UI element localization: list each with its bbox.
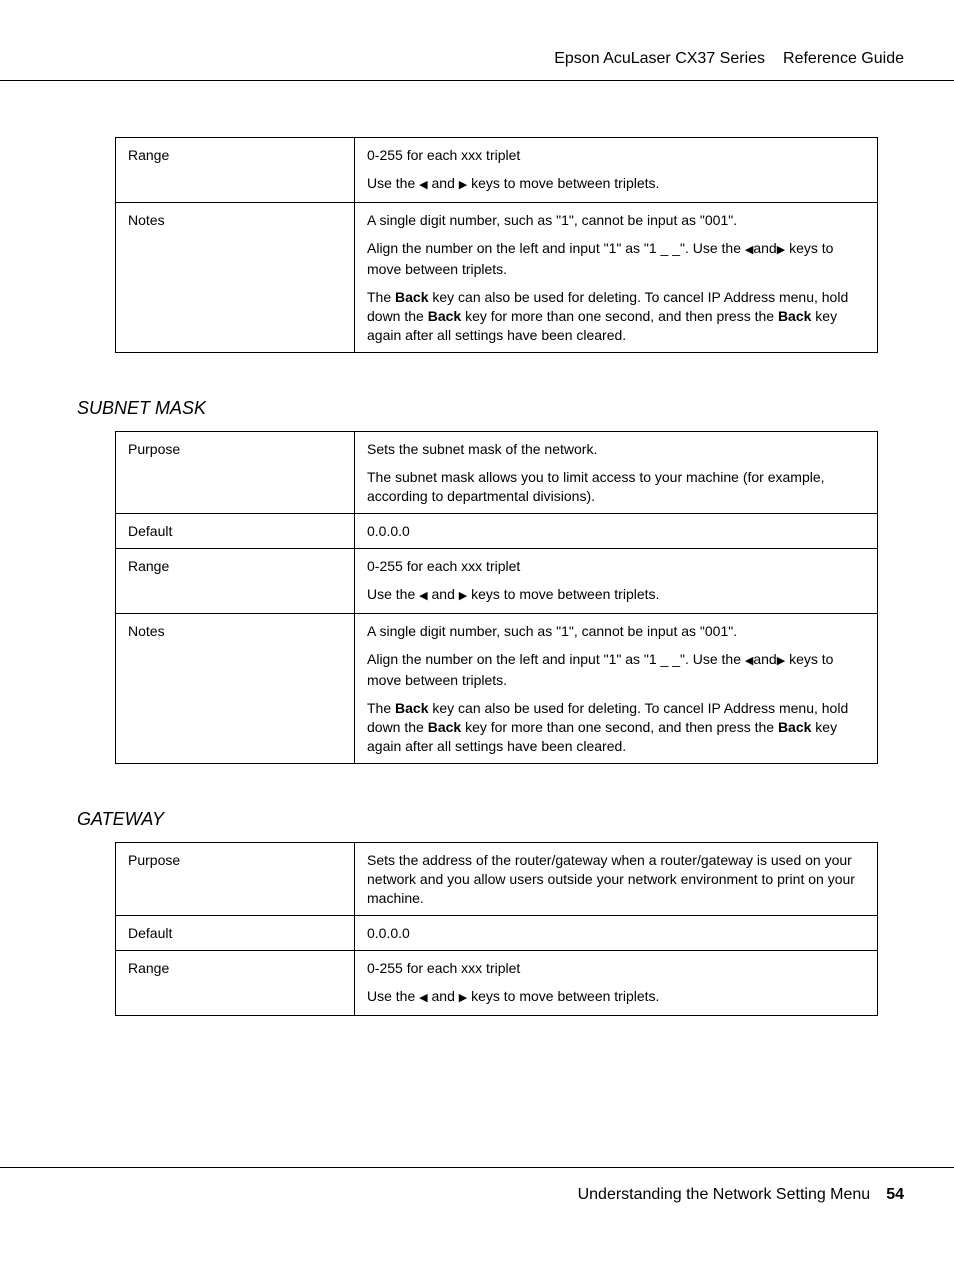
- right-arrow-icon: ▶: [776, 244, 786, 256]
- row-value: A single digit number, such as "1", cannot be input as "001". Align the number on the left and input "1" as "1 _ _". Use the ◀and▶ keys to move between triplets. The Back key can also be used for deleting. To cancel IP Address menu, hold down the Back key for more than one second, and then press the Back key again after all settings have been cleared.: [355, 614, 878, 764]
- back-key: Back: [777, 308, 812, 324]
- back-key: Back: [395, 700, 429, 716]
- right-arrow-icon: ▶: [776, 655, 786, 667]
- row-value: 0.0.0.0: [355, 514, 878, 549]
- row-value: Sets the address of the router/gateway when a router/gateway is used on your network and you allow users outside your network environment to print on your machine.: [355, 843, 878, 916]
- row-label: Default: [116, 916, 355, 951]
- left-arrow-icon: ◀: [744, 655, 754, 667]
- row-label: Range: [116, 138, 355, 203]
- row-value: 0-255 for each xxx triplet Use the ◀ and ▶ keys to move between triplets.: [355, 549, 878, 614]
- table-row: [116, 138, 878, 203]
- page-header: [554, 50, 904, 68]
- back-key: Back: [395, 289, 429, 305]
- gateway-table: [115, 842, 878, 1016]
- right-arrow-icon: ▶: [458, 590, 468, 602]
- row-value: Sets the subnet mask of the network. The subnet mask allows you to limit access to your machine (for example, according to departmental divisions).: [355, 432, 878, 514]
- footer-section-title: Understanding the Network Setting Menu: [577, 1186, 871, 1203]
- row-value: 0-255 for each xxx triplet Use the ◀ and ▶ keys to move between triplets.: [355, 138, 878, 203]
- table-row: [116, 203, 878, 353]
- right-arrow-icon: ▶: [458, 179, 468, 191]
- back-key: Back: [427, 719, 462, 735]
- back-key: Back: [777, 719, 812, 735]
- row-label: Notes: [116, 614, 355, 764]
- row-label: Purpose: [116, 843, 355, 916]
- table-row: [116, 549, 878, 614]
- row-value: A single digit number, such as "1", cannot be input as "001". Align the number on the left and input "1" as "1 _ _". Use the ◀and▶ keys to move between triplets. The Back key can also be used for deleting. To cancel IP Address menu, hold down the Back key for more than one second, and then press the Back key again after all settings have been cleared.: [355, 203, 878, 353]
- left-arrow-icon: ◀: [419, 590, 428, 602]
- product-name: Epson AcuLaser CX37 Series: [554, 50, 766, 67]
- row-label: Notes: [116, 203, 355, 353]
- row-label: Default: [116, 514, 355, 549]
- page-number: 54: [886, 1186, 904, 1203]
- footer-rule: [0, 1167, 954, 1168]
- table-row: [116, 432, 878, 514]
- left-arrow-icon: ◀: [419, 179, 428, 191]
- table-row: [116, 916, 878, 951]
- section-title-subnet-mask: SUBNET MASK: [77, 398, 207, 418]
- left-arrow-icon: ◀: [419, 992, 428, 1004]
- header-rule: [0, 80, 954, 81]
- left-arrow-icon: ◀: [744, 244, 754, 256]
- guide-name: Reference Guide: [783, 50, 904, 67]
- right-arrow-icon: ▶: [458, 992, 468, 1004]
- ip-address-table: [115, 137, 878, 353]
- row-value: 0.0.0.0: [355, 916, 878, 951]
- section-title-gateway: GATEWAY: [77, 809, 165, 829]
- table-row: [116, 614, 878, 764]
- subnet-mask-table: [115, 431, 878, 764]
- table-row: [116, 951, 878, 1016]
- table-row: [116, 843, 878, 916]
- page-footer: [578, 1186, 904, 1204]
- table-row: [116, 514, 878, 549]
- back-key: Back: [427, 308, 462, 324]
- row-label: Range: [116, 951, 355, 1016]
- row-value: 0-255 for each xxx triplet Use the ◀ and ▶ keys to move between triplets.: [355, 951, 878, 1016]
- row-label: Purpose: [116, 432, 355, 514]
- row-label: Range: [116, 549, 355, 614]
